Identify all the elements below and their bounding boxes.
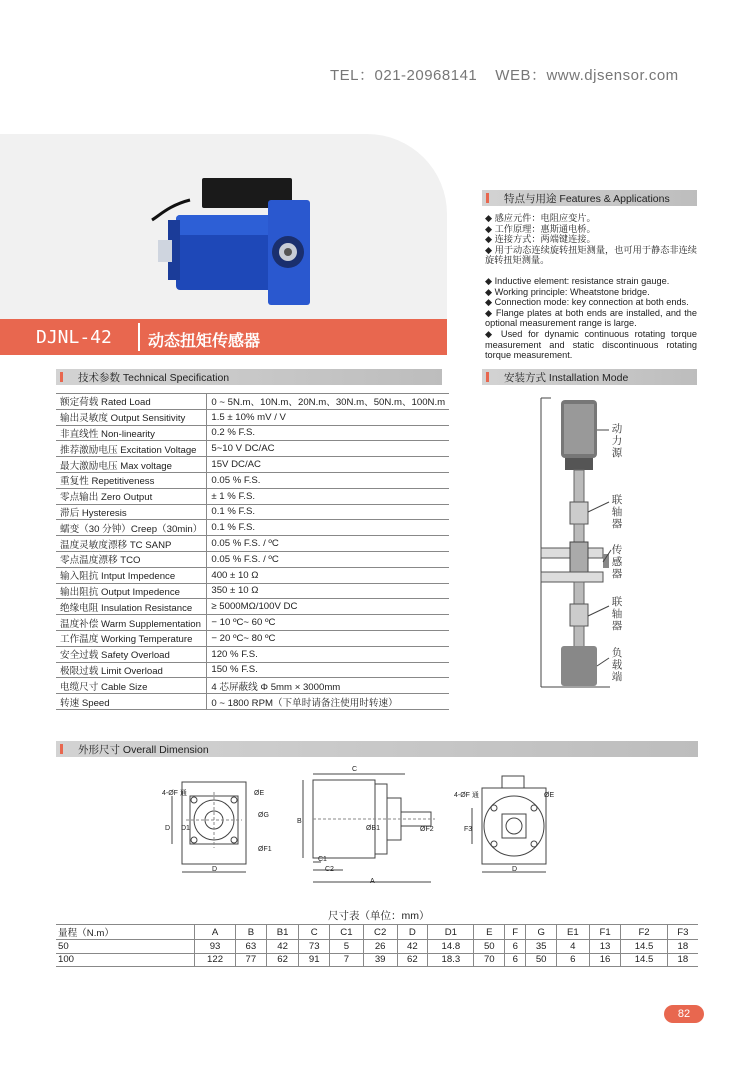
dim-label-c2: C2 — [325, 866, 334, 873]
spec-value: 1.5 ± 10% mV / V — [207, 409, 449, 425]
spec-row — [56, 615, 449, 631]
dimension-table-title: 尺寸表（单位：mm） — [328, 910, 430, 922]
dimension-header-cell: B1 — [266, 925, 299, 940]
spec-value: ± 1 % F.S. — [207, 488, 449, 504]
spec-value: 4 芯屏蔽线 Φ 5mm × 3000mm — [207, 678, 449, 694]
dim-label-c1: C1 — [318, 856, 327, 863]
dim-label-d-right: D — [512, 866, 518, 873]
product-name-cn: 动态扭矩传感器 — [148, 333, 261, 350]
section-marker — [60, 372, 63, 382]
spec-row — [56, 457, 449, 473]
dimension-header-cell: C — [299, 925, 330, 940]
tel-text: TEL：021-20968141 — [330, 67, 478, 84]
spec-title: 技术参数 Technical Specification — [78, 372, 230, 384]
dimension-cell: 42 — [397, 940, 428, 954]
dimension-header-cell: 量程（N.m） — [56, 925, 195, 940]
dimension-cell: 50 — [56, 940, 195, 954]
dimension-cell: 100 — [56, 953, 195, 967]
spec-row — [56, 583, 449, 599]
spec-value: 0.05 % F.S. / ºC — [207, 536, 449, 552]
spec-value: 150 % F.S. — [207, 662, 449, 678]
spec-key: 推荐激励电压 Excitation Voltage — [56, 441, 207, 457]
feature-cn-item: ◆ 工作原理：惠斯通电桥。 — [485, 223, 596, 234]
end-view-right — [460, 772, 575, 884]
spec-row — [56, 694, 449, 710]
dimension-row — [56, 940, 698, 954]
spec-key: 零点温度漂移 TCO — [56, 551, 207, 567]
spec-row — [56, 662, 449, 678]
spec-row — [56, 520, 449, 536]
feature-en-item: ◆ Used for dynamic continuous rotating torque measurement and static discontinuous rotating torque measurement. — [485, 328, 697, 361]
dim-label-holes-left: 4-ØF 通 — [162, 790, 187, 797]
spec-key: 安全过载 Safety Overload — [56, 646, 207, 662]
spec-row — [56, 630, 449, 646]
spec-key: 工作温度 Working Temperature — [56, 630, 207, 646]
dimension-header-cell: D — [397, 925, 428, 940]
spec-row — [56, 551, 449, 567]
spec-key: 零点输出 Zero Output — [56, 488, 207, 504]
install-label-coupling-1: 联轴器 — [611, 494, 623, 530]
title-divider — [138, 323, 140, 351]
section-marker — [486, 372, 489, 382]
install-label-sensor: 传感器 — [611, 544, 623, 580]
page-number: 82 — [664, 1005, 704, 1023]
contact-line — [330, 64, 679, 85]
dimension-cell: 50 — [526, 953, 557, 967]
dimension-header-cell: E1 — [556, 925, 589, 940]
dimension-table — [56, 924, 698, 967]
dimension-row — [56, 953, 698, 967]
dimension-header-row — [56, 925, 698, 940]
section-marker — [60, 744, 63, 754]
dimension-cell: 91 — [299, 953, 330, 967]
spec-key: 滞后 Hysteresis — [56, 504, 207, 520]
dimension-cell: 14.5 — [621, 940, 667, 954]
spec-row — [56, 678, 449, 694]
dimension-cell: 14.8 — [428, 940, 474, 954]
spec-value: − 20 ºC~ 80 ºC — [207, 630, 449, 646]
dimension-header-cell: D1 — [428, 925, 474, 940]
spec-value: 0 ~ 5N.m、10N.m、20N.m、30N.m、50N.m、100N.m — [207, 394, 449, 410]
spec-value: − 10 ºC~ 60 ºC — [207, 615, 449, 631]
feature-en-item: ◆ Inductive element: resistance strain gauge. — [485, 275, 670, 286]
spec-value: 0.05 % F.S. / ºC — [207, 551, 449, 567]
dimension-title: 外形尺寸 Overall Dimension — [78, 744, 209, 756]
dim-label-f1: ØF1 — [258, 846, 272, 853]
spec-value: 0 ~ 1800 RPM（下单时请备注使用时转速） — [207, 694, 449, 710]
product-photo — [150, 160, 320, 310]
dimension-cell: 6 — [505, 940, 526, 954]
dim-label-e-right: ØE — [544, 792, 555, 799]
dimension-cell: 122 — [195, 953, 236, 967]
spec-value: 5~10 V DC/AC — [207, 441, 449, 457]
spec-value: ≥ 5000MΩ/100V DC — [207, 599, 449, 615]
dimension-cell: 18.3 — [428, 953, 474, 967]
dim-label-b1: ØB1 — [366, 825, 381, 832]
dimension-header-cell: C2 — [363, 925, 397, 940]
dimension-section-header — [56, 741, 698, 757]
product-model: DJNL-42 — [36, 327, 112, 348]
dimension-cell: 7 — [330, 953, 364, 967]
dimension-cell: 93 — [195, 940, 236, 954]
dimension-cell: 35 — [526, 940, 557, 954]
feature-cn-item: ◆ 感应元件：电阻应变片。 — [485, 213, 596, 223]
spec-section-header — [56, 369, 442, 385]
spec-value: 0.1 % F.S. — [207, 504, 449, 520]
dim-label-d1: D1 — [181, 825, 190, 832]
dim-label-e-left: ØE — [254, 790, 265, 797]
spec-value: 0.2 % F.S. — [207, 425, 449, 441]
spec-key: 输出阻抗 Output Impedence — [56, 583, 207, 599]
dim-label-f2: ØF2 — [420, 826, 434, 833]
dimension-header-cell: F3 — [667, 925, 698, 940]
dimension-cell: 18 — [667, 940, 698, 954]
feature-cn-item: ◆ 连接方式：两端键连接。 — [485, 234, 596, 245]
spec-key: 输出灵敏度 Output Sensitivity — [56, 409, 207, 425]
dimension-cell: 18 — [667, 953, 698, 967]
spec-row — [56, 567, 449, 583]
dimension-header-cell: C1 — [330, 925, 364, 940]
dimension-cell: 6 — [556, 953, 589, 967]
installation-title: 安装方式 Installation Mode — [504, 372, 629, 384]
spec-value: 0.1 % F.S. — [207, 520, 449, 536]
spec-value: 400 ± 10 Ω — [207, 567, 449, 583]
dim-label-holes-right: 4-ØF 通 — [454, 792, 479, 799]
dimension-cell: 16 — [589, 953, 621, 967]
spec-key: 电缆尺寸 Cable Size — [56, 678, 207, 694]
dim-label-f3: F3 — [464, 826, 473, 833]
dim-label-a: A — [370, 878, 375, 885]
installation-section-header — [482, 369, 697, 385]
features-title: 特点与用途 Features & Applications — [504, 193, 670, 205]
spec-value: 120 % F.S. — [207, 646, 449, 662]
dimension-cell: 13 — [589, 940, 621, 954]
dim-label-d-left-v: D — [165, 825, 171, 832]
dimension-cell: 63 — [236, 940, 267, 954]
dimension-header-cell: G — [526, 925, 557, 940]
dimension-header-cell: F — [505, 925, 526, 940]
dimension-header-cell: A — [195, 925, 236, 940]
spec-row — [56, 536, 449, 552]
dimension-header-cell: F1 — [589, 925, 621, 940]
dimension-cell: 39 — [363, 953, 397, 967]
spec-key: 蠕变（30 分钟）Creep（30min） — [56, 520, 207, 536]
spec-value: 0.05 % F.S. — [207, 472, 449, 488]
dimension-cell: 50 — [474, 940, 505, 954]
features-section-header — [482, 190, 697, 206]
section-marker — [486, 193, 489, 203]
dimension-cell: 5 — [330, 940, 364, 954]
install-label-load: 负载端 — [611, 647, 623, 683]
dim-label-c: C — [352, 766, 358, 773]
spec-row — [56, 425, 449, 441]
feature-en-item: ◆ Flange plates at both ends are installed, and the optional measurement range is large. — [485, 307, 697, 329]
spec-row — [56, 646, 449, 662]
dimension-cell: 4 — [556, 940, 589, 954]
spec-key: 重复性 Repetitiveness — [56, 472, 207, 488]
dim-label-b: B — [297, 818, 302, 825]
dim-label-d-left-h: D — [212, 866, 218, 873]
spec-key: 温度补偿 Warm Supplementation — [56, 615, 207, 631]
dim-label-g-left: ØG — [258, 812, 269, 819]
spec-value: 15V DC/AC — [207, 457, 449, 473]
features-list — [485, 213, 697, 361]
dimension-cell: 6 — [505, 953, 526, 967]
dimension-cell: 14.5 — [621, 953, 667, 967]
spec-key: 额定荷载 Rated Load — [56, 394, 207, 410]
spec-key: 温度灵敏度漂移 TC SANP — [56, 536, 207, 552]
spec-key: 转速 Speed — [56, 694, 207, 710]
feature-en-item: ◆ Working principle: Wheatstone bridge. — [485, 286, 650, 297]
spec-row — [56, 504, 449, 520]
spec-row — [56, 472, 449, 488]
dimension-cell: 70 — [474, 953, 505, 967]
dimension-header-cell: F2 — [621, 925, 667, 940]
spec-row — [56, 441, 449, 457]
web-text: WEB：www.djsensor.com — [495, 67, 679, 84]
spec-key: 绝缘电阻 Insulation Resistance — [56, 599, 207, 615]
spec-key: 极限过载 Limit Overload — [56, 662, 207, 678]
dimension-cell: 77 — [236, 953, 267, 967]
spec-row — [56, 488, 449, 504]
dimension-header-cell: E — [474, 925, 505, 940]
spec-key: 最大激励电压 Max voltage — [56, 457, 207, 473]
installation-diagram — [525, 390, 625, 695]
dimension-header-cell: B — [236, 925, 267, 940]
dimension-cell: 62 — [266, 953, 299, 967]
spec-row — [56, 599, 449, 615]
spec-row — [56, 409, 449, 425]
dimension-cell: 62 — [397, 953, 428, 967]
spec-value: 350 ± 10 Ω — [207, 583, 449, 599]
spec-key: 非直线性 Non-linearity — [56, 425, 207, 441]
dimension-cell: 42 — [266, 940, 299, 954]
install-label-power: 动力源 — [611, 423, 623, 459]
install-label-coupling-2: 联轴器 — [611, 596, 623, 632]
feature-en-item: ◆ Connection mode: key connection at both ends. — [485, 297, 689, 308]
dimension-cell: 26 — [363, 940, 397, 954]
dimension-cell: 73 — [299, 940, 330, 954]
spec-table — [56, 393, 449, 710]
feature-cn-item: ◆ 用于动态连续旋转扭矩测量，也可用于静态非连续旋转扭矩测量。 — [485, 244, 697, 266]
spec-row — [56, 394, 449, 410]
spec-key: 输入阻抗 Intput Impedence — [56, 567, 207, 583]
